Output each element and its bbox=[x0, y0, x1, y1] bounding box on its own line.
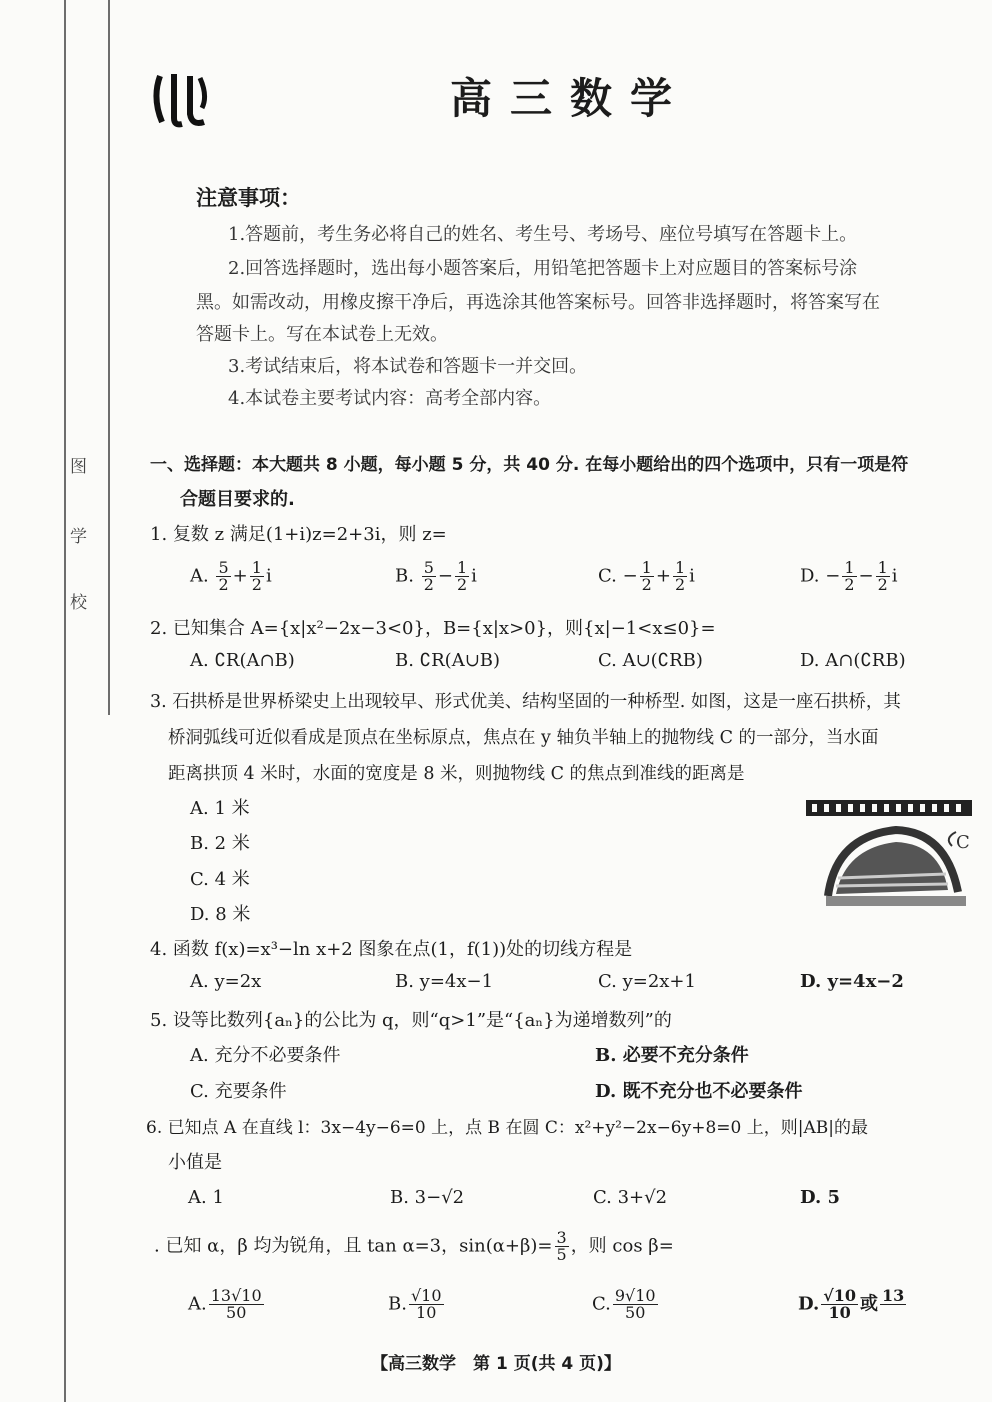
question-2-option-a: A. ∁R(A∩B) bbox=[190, 650, 295, 671]
question-2-option-c: C. A∪(∁RB) bbox=[598, 650, 703, 671]
question-3-stem: 3. 石拱桥是世界桥梁史上出现较早、形式优美、结构坚固的一种桥型. 如图，这是一座石拱桥，其 bbox=[150, 692, 901, 712]
question-1-option-a: A. $\frac{5}{2}$ + $\frac{1}{2}$ i bbox=[190, 558, 272, 594]
question-5-option-b: B. 必要不充分条件 bbox=[595, 1045, 749, 1066]
question-5-option-a: A. 充分不必要条件 bbox=[190, 1045, 341, 1066]
margin-char: 图 bbox=[70, 457, 87, 477]
stone-bridge-figure bbox=[806, 796, 972, 936]
question-4-option-d: D. y=4x−2 bbox=[800, 971, 904, 992]
question-7-option-c: C. $\frac{9√10}{50}$ bbox=[592, 1286, 656, 1322]
question-4-stem: 4. 函数 f(x)=x³−ln x+2 图象在点(1，f(1))处的切线方程是 bbox=[150, 939, 633, 960]
question-1-option-d: D. − $\frac{1}{2}$ − $\frac{1}{2}$ i bbox=[800, 558, 898, 594]
question-6-option-a: A. 1 bbox=[188, 1187, 224, 1208]
question-4-option-a: A. y=2x bbox=[190, 971, 262, 992]
question-3-stem-cont: 桥洞弧线可近似看成是顶点在坐标原点，焦点在 y 轴负半轴上的抛物线 C 的一部分，当水面 bbox=[168, 728, 879, 748]
question-2-stem: 2. 已知集合 A={x|x²−2x−3<0}，B={x|x>0}，则{x|−1<x≤0}= bbox=[150, 618, 716, 639]
question-6-stem: 6. 已知点 A 在直线 l：3x−4y−6=0 上，点 B 在圆 C：x²+y²−2x−6y+8=0 上，则|AB|的最 bbox=[146, 1118, 868, 1138]
notice-line: 黑。如需改动，用橡皮擦干净后，再选涂其他答案标号。回答非选择题时，将答案写在 bbox=[196, 292, 880, 313]
question-6-option-d: D. 5 bbox=[800, 1187, 841, 1208]
binding-line-right bbox=[108, 0, 110, 715]
question-6-option-b: B. 3−√2 bbox=[390, 1187, 465, 1208]
question-3-option-b: B. 2 米 bbox=[190, 833, 250, 854]
question-5-stem: 5. 设等比数列{aₙ}的公比为 q，则“q>1”是“{aₙ}为递增数列”的 bbox=[150, 1010, 672, 1031]
question-5-option-c: C. 充要条件 bbox=[190, 1081, 287, 1102]
question-3-stem-cont: 距离拱顶 4 米时，水面的宽度是 8 米，则抛物线 C 的焦点到准线的距离是 bbox=[168, 764, 745, 784]
figure-label-c: C bbox=[956, 832, 970, 853]
question-4-option-b: B. y=4x−1 bbox=[395, 971, 494, 992]
question-7-option-b: B. $\frac{√10}{10}$ bbox=[388, 1286, 442, 1322]
margin-char: 学 bbox=[70, 527, 87, 547]
notice-line: 4.本试卷主要考试内容：高考全部内容。 bbox=[228, 388, 552, 409]
question-7-option-a: A. $\frac{13√10}{50}$ bbox=[188, 1286, 262, 1322]
notice-line: 2.回答选择题时，选出每小题答案后，用铅笔把答题卡上对应题目的答案标号涂 bbox=[228, 258, 858, 279]
section-heading-cont: 合题目要求的. bbox=[180, 489, 295, 510]
question-1-option-c: C. − $\frac{1}{2}$ + $\frac{1}{2}$ i bbox=[598, 558, 695, 594]
question-2-option-d: D. A∩(∁RB) bbox=[800, 650, 906, 671]
margin-char: 校 bbox=[70, 593, 87, 613]
notice-line: 3.考试结束后，将本试卷和答题卡一并交回。 bbox=[228, 356, 588, 377]
question-7-option-d: D. $\frac{√10}{10}$ 或 13 bbox=[798, 1286, 905, 1322]
page-title: 高三数学 bbox=[450, 74, 691, 123]
question-1-option-b: B. $\frac{5}{2}$ − $\frac{1}{2}$ i bbox=[395, 558, 477, 594]
question-3-option-d: D. 8 米 bbox=[190, 904, 251, 925]
section-heading: 一、选择题：本大题共 8 小题，每小题 5 分，共 40 分. 在每小题给出的四个选项中，只有一项是符 bbox=[150, 455, 909, 475]
binding-line-left bbox=[64, 0, 66, 1402]
page-footer: 【高三数学 第 1 页(共 4 页)】 bbox=[371, 1354, 621, 1374]
question-2-option-b: B. ∁R(A∪B) bbox=[395, 650, 501, 671]
question-3-option-a: A. 1 米 bbox=[190, 798, 250, 819]
publisher-logo bbox=[150, 68, 210, 130]
question-3-option-c: C. 4 米 bbox=[190, 869, 250, 890]
question-4-option-c: C. y=2x+1 bbox=[598, 971, 696, 992]
notice-heading: 注意事项： bbox=[196, 186, 301, 210]
question-6-option-c: C. 3+√2 bbox=[593, 1187, 668, 1208]
question-7-stem: . 已知 α，β 均为锐角，且 tan α=3，sin(α+β)= $\frac{3}{5}$ ，则 cos β= bbox=[154, 1228, 674, 1264]
question-1-stem: 1. 复数 z 满足(1+i)z=2+3i，则 z= bbox=[150, 524, 447, 545]
question-5-option-d: D. 既不充分也不必要条件 bbox=[595, 1081, 803, 1102]
notice-line: 1.答题前，考生务必将自己的姓名、考生号、考场号、座位号填写在答题卡上。 bbox=[228, 224, 858, 245]
notice-line: 答题卡上。写在本试卷上无效。 bbox=[196, 324, 448, 345]
question-6-stem-cont: 小值是 bbox=[168, 1152, 222, 1173]
